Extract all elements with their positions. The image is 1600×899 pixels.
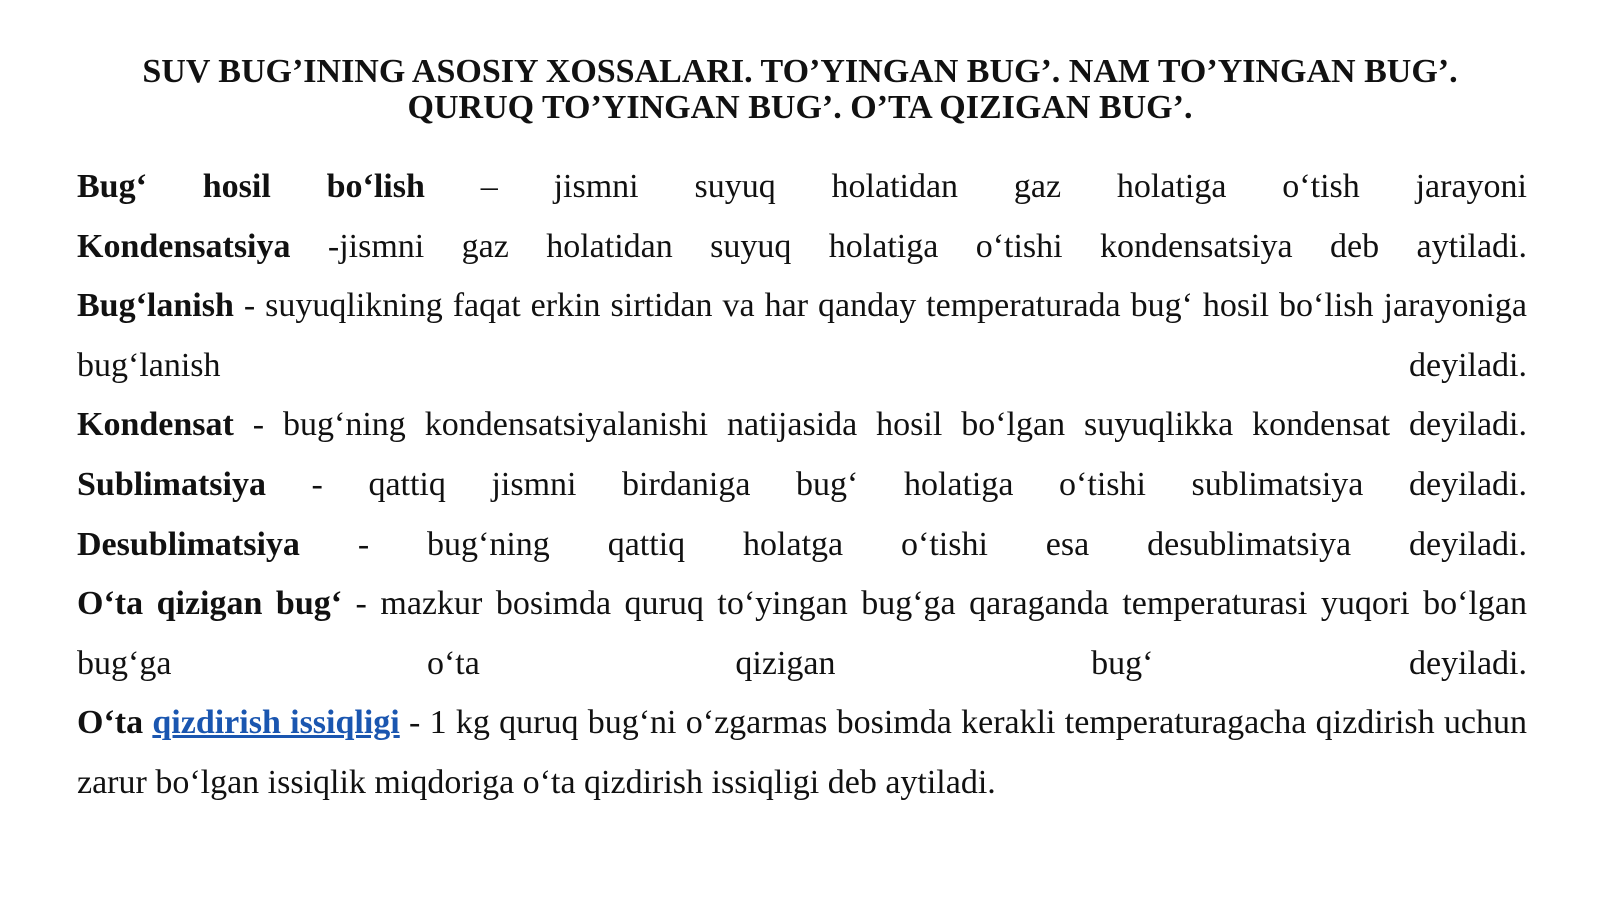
definition-text: - suyuqlikning faqat erkin sirtidan va har qanday temperaturada bug‘ hosil bo‘lish jarayoniga bug‘lanish deyiladi. bbox=[77, 287, 1527, 384]
slide-title bbox=[60, 54, 1540, 126]
definition-text: - mazkur bosimda quruq to‘yingan bug‘ga qaraganda temperaturasi yuqori bo‘lgan bug‘ga o‘ta qizigan bug‘ deyiladi. bbox=[77, 585, 1527, 682]
definition-desublimatsiya bbox=[77, 515, 1527, 575]
definition-text: -jismni gaz holatidan suyuq holatiga o‘tishi kondensatsiya deb aytiladi. bbox=[290, 227, 1527, 265]
definition-text: - bug‘ning qattiq holatga o‘tishi esa desublimatsiya deyiladi. bbox=[299, 525, 1527, 563]
definition-kondensat bbox=[77, 395, 1527, 455]
definition-ota-qizigan-bug bbox=[77, 574, 1527, 693]
slide-title-line-1: SUV BUG’INING ASOSIY XOSSALARI. TO’YINGAN BUG’. NAM TO’YINGAN BUG’. bbox=[142, 53, 1458, 90]
definition-term: Bug‘ hosil bo‘lish bbox=[77, 168, 425, 205]
definition-term: Kondensatsiya bbox=[77, 227, 291, 265]
definition-term: O‘ta qizigan bug‘ bbox=[77, 585, 343, 623]
slide-title-line-2: QURUQ TO’YINGAN BUG’. O’TA QIZIGAN BUG’. bbox=[407, 89, 1193, 126]
definition-buglanish bbox=[77, 276, 1527, 395]
definition-text: - bug‘ning kondensatsiyalanishi natijasida hosil bo‘lgan suyuqlikka kondensat deyiladi. bbox=[233, 406, 1527, 444]
definition-term: Kondensat bbox=[77, 406, 234, 444]
definition-sublimatsiya bbox=[77, 455, 1527, 515]
definition-bug-hosil-bolish bbox=[77, 157, 1527, 217]
definition-kondensatsiya bbox=[77, 217, 1527, 277]
definition-term: O‘ta bbox=[77, 704, 144, 742]
definition-term: Bug‘lanish bbox=[77, 287, 234, 325]
definition-ota-qizdirish-issiqligi bbox=[77, 693, 1527, 812]
definition-text: – jismni suyuq holatidan gaz holatiga o‘tish jarayoni bbox=[424, 168, 1527, 205]
definition-term: Sublimatsiya bbox=[77, 465, 266, 503]
qizdirish-issiqligi-link[interactable]: qizdirish issiqligi bbox=[152, 704, 400, 742]
definition-term: Desublimatsiya bbox=[77, 525, 300, 563]
definition-text: - 1 kg quruq bug‘ni o‘zgarmas bosimda kerakli temperaturagacha qizdirish uchun zarur bo‘lgan issiqlik miqdoriga o‘ta qizdirish issiqligi deb aytiladi. bbox=[77, 704, 1528, 801]
definitions-list bbox=[77, 157, 1527, 813]
definition-text: - qattiq jismni birdaniga bug‘ holatiga o‘tishi sublimatsiya deyiladi. bbox=[265, 465, 1527, 503]
